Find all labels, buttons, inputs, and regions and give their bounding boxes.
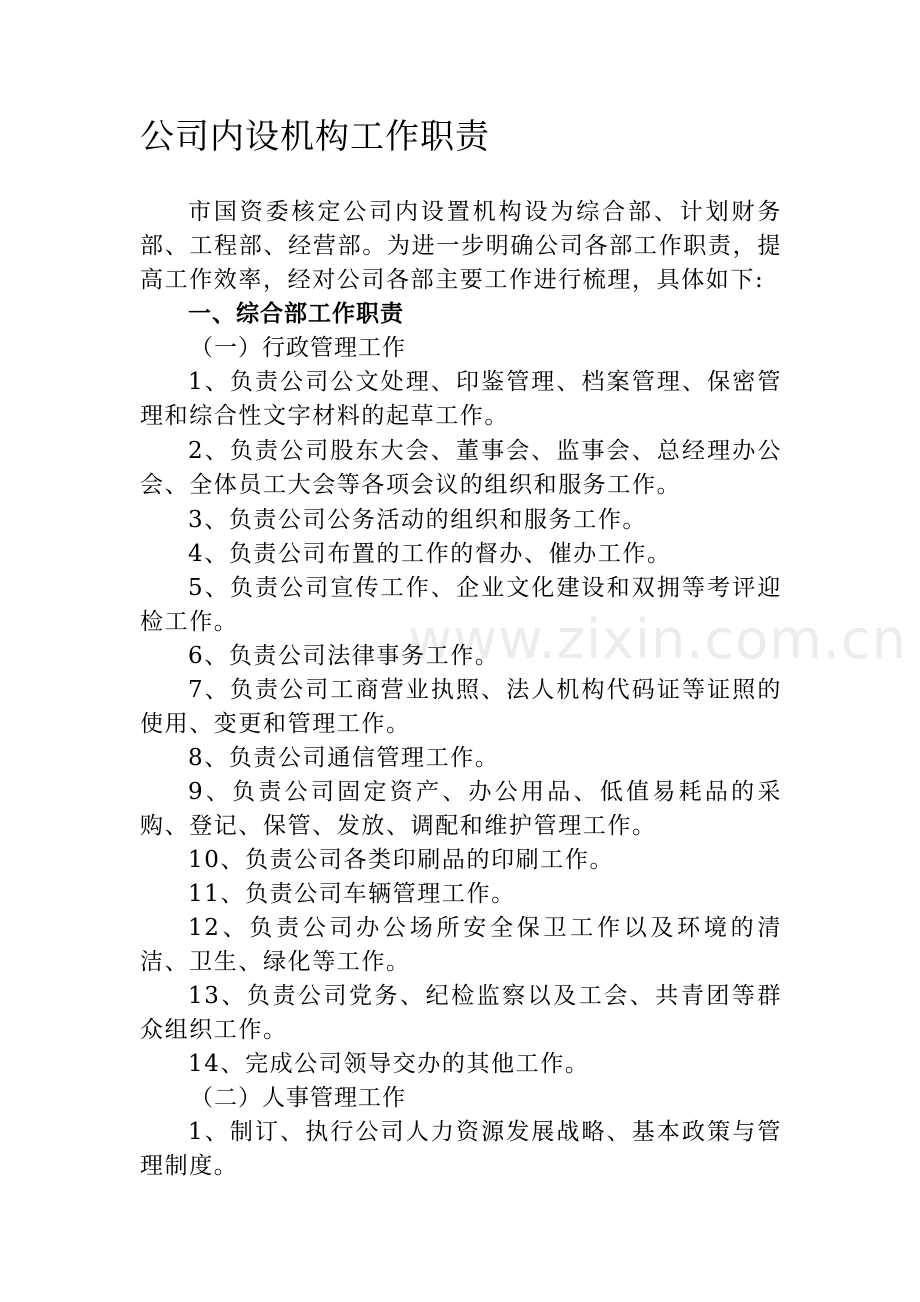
list-item: 2、负责公司股东大会、董事会、监事会、总经理办公会、全体员工大会等各项会议的组织和服务工作。 xyxy=(140,438,782,498)
document-title: 公司内设机构工作职责 xyxy=(140,117,490,157)
list-item: 14、完成公司领导交办的其他工作。 xyxy=(188,1051,590,1077)
list-item: 13、负责公司党务、纪检监察以及工会、共青团等群众组织工作。 xyxy=(140,983,782,1043)
section-heading-general-dept: 一、综合部工作职责 xyxy=(188,301,404,327)
list-item: 10、负责公司各类印刷品的印刷工作。 xyxy=(188,847,615,873)
list-item: 9、负责公司固定资产、办公用品、低值易耗品的采购、登记、保管、发放、调配和维护管理工作。 xyxy=(140,779,782,839)
list-item: 7、负责公司工商营业执照、法人机构代码证等证照的使用、变更和管理工作。 xyxy=(140,677,782,737)
list-item: 1、负责公司公文处理、印鉴管理、档案管理、保密管理和综合性文字材料的起草工作。 xyxy=(140,369,782,429)
list-item: 1、制订、执行公司人力资源发展战略、基本政策与管理制度。 xyxy=(140,1119,782,1179)
subsection-heading-hr: （二）人事管理工作 xyxy=(190,1085,406,1111)
list-item: 11、负责公司车辆管理工作。 xyxy=(188,881,516,907)
subsection-heading-admin: （一）行政管理工作 xyxy=(190,335,406,361)
intro-paragraph: 市国资委核定公司内设置机构设为综合部、计划财务部、工程部、经营部。为进一步明确公司各部工作职责，提高工作效率，经对公司各部主要工作进行梳理，具体如下: xyxy=(140,199,782,293)
list-item: 4、负责公司布置的工作的督办、催办工作。 xyxy=(188,541,672,567)
list-item: 5、负责公司宣传工作、企业文化建设和双拥等考评迎检工作。 xyxy=(140,575,782,635)
document-page xyxy=(140,112,782,1183)
watermark: www.zixin.com.cn xyxy=(408,608,907,671)
list-item: 12、负责公司办公场所安全保卫工作以及环境的清洁、卫生、绿化等工作。 xyxy=(140,915,782,975)
list-item: 8、负责公司通信管理工作。 xyxy=(188,745,500,771)
list-item: 3、负责公司公务活动的组织和服务工作。 xyxy=(188,507,648,533)
list-item: 6、负责公司法律事务工作。 xyxy=(188,643,500,669)
